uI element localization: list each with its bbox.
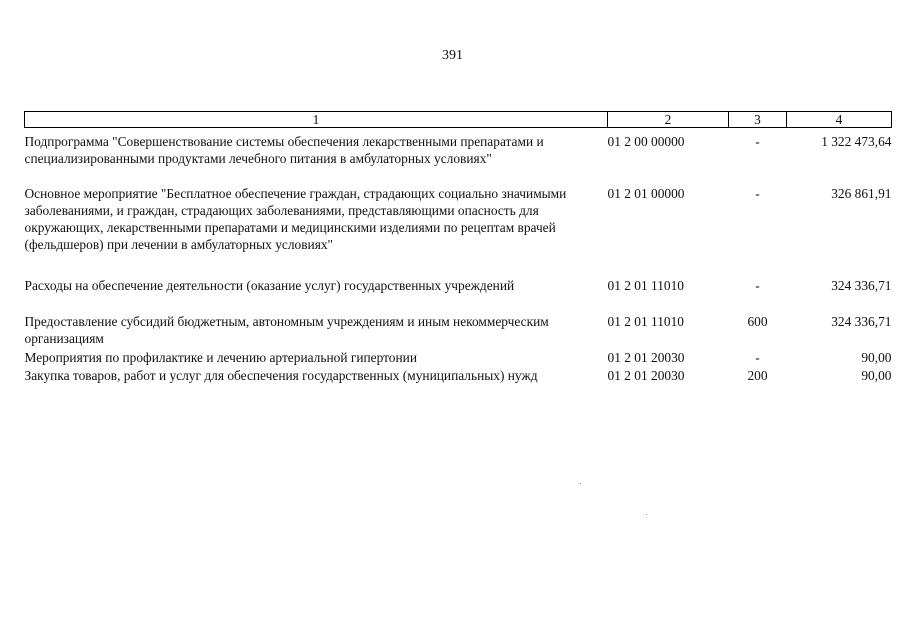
row-code: 01 2 01 11010 (607, 277, 684, 293)
table-row (25, 313, 892, 349)
row-type: - (755, 349, 760, 365)
row-name: Основное мероприятие "Бесплатное обеспечение граждан, страдающих социально значимыми заболеваниями, и граждан, страдающих заболеваниями, представляющими опасность для окружающих, лекарственными препаратами и медицинскими изделиями по рецептам врачей (фельдшеров) при лечении в амбулаторных условиях" (24, 185, 567, 252)
budget-table (24, 111, 892, 403)
column-header-2: 2 (608, 112, 729, 128)
row-amount: 90,00 (861, 349, 892, 365)
table-row (25, 349, 892, 367)
row-amount: 324 336,71 (831, 313, 892, 329)
row-code: 01 2 01 00000 (607, 185, 685, 201)
row-type: - (755, 185, 760, 201)
row-name: Предоставление субсидий бюджетным, автономным учреждениям и иным некоммерческим организациям (24, 313, 549, 346)
row-type: 200 (747, 367, 768, 383)
row-code: 01 2 00 00000 (607, 134, 685, 149)
row-name: Мероприятия по профилактике и лечению артериальной гипертонии (24, 349, 417, 365)
table-header-row (25, 112, 892, 128)
row-name: Расходы на обеспечение деятельности (оказание услуг) государственных учреждений (24, 277, 515, 293)
row-type: - (755, 134, 760, 149)
row-amount: 326 861,91 (831, 185, 892, 201)
row-type: - (755, 277, 760, 293)
row-type: 600 (747, 313, 768, 329)
page-number: 391 (442, 48, 463, 63)
row-code: 01 2 01 11010 (607, 313, 684, 329)
table-row (25, 367, 892, 403)
row-code: 01 2 01 20030 (607, 367, 685, 383)
scan-speck (646, 514, 647, 515)
row-name: Подпрограмма "Совершенствование системы обеспечения лекарственными препаратами и специализированными продуктами лечебного питания в амбулаторных условиях" (24, 134, 544, 166)
row-code: 01 2 01 20030 (607, 349, 685, 365)
row-name: Закупка товаров, работ и услуг для обеспечения государственных (муниципальных) нужд (24, 367, 538, 383)
column-header-1: 1 (25, 112, 608, 128)
row-amount: 90,00 (861, 367, 892, 383)
row-amount: 324 336,71 (831, 277, 892, 293)
scan-speck (580, 483, 581, 484)
row-amount: 1 322 473,64 (821, 134, 892, 149)
column-header-4: 4 (787, 112, 892, 128)
table-row (25, 128, 892, 185)
table-row (25, 185, 892, 277)
table-row (25, 277, 892, 313)
column-header-3: 3 (729, 112, 787, 128)
